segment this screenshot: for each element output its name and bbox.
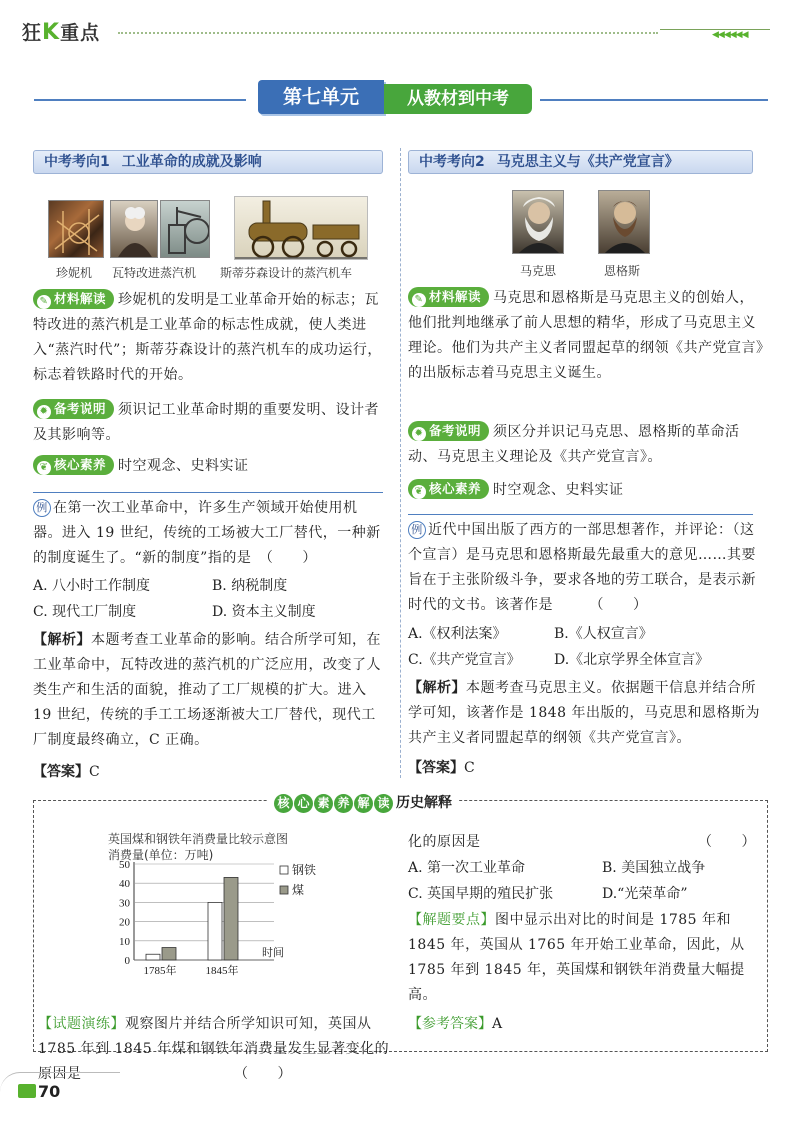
core-option-c: C. 英国早期的殖民扩张 <box>408 886 554 902</box>
x-tick-label: 1785年 <box>143 965 177 977</box>
chart-ylabel: 消费量(单位：万吨) <box>108 848 214 862</box>
bar-煤-1785年 <box>162 948 176 960</box>
lightbulb-icon: ✹ <box>37 405 51 419</box>
right-material: ✎ 材料解读 马克思和恩格斯是马克思主义的创始人，他们批判地继承了前人思想的精华，形成了马克思主义理论。他们为共产主义者同盟起草的纲领《共产党宣言》的出版标志着马克思主义诞生。 <box>408 289 764 381</box>
practice-question-continued: 化的原因是 （ ） <box>408 834 756 850</box>
leaf-icon: ❦ <box>37 461 51 475</box>
right-answer: 【答案】C <box>408 760 475 776</box>
left-analysis: 【解析】本题考查工业革命的影响。结合所学可知，在工业革命中，瓦特改进的蒸汽机的广泛应用，改变了人类生产和生活的面貌，推动了工厂规模的扩大。进入 19 世纪，传统的手工工场逐渐被大工厂替代，现代工厂制度最终确立，C 正确。 <box>33 632 381 748</box>
legend-swatch <box>280 886 288 894</box>
right-prep: ✹ 备考说明 须区分并识记马克思、恩格斯的革命活动、马克思主义理论及《共产党宣言》。 <box>408 423 740 465</box>
left-question: 例 在第一次工业革命中，许多生产领域开始使用机器。进入 19 世纪，传统的工场被大工厂替代，一种新的制度诞生了。“新的制度”指的是 （ ） <box>33 500 381 566</box>
caption-watt: 瓦特改进蒸汽机 <box>112 266 197 280</box>
y-tick-label: 30 <box>119 897 130 910</box>
bar-chart <box>100 856 350 981</box>
legend-swatch <box>280 866 288 874</box>
left-option-d: D. 资本主义制度 <box>212 604 316 620</box>
y-tick-label: 50 <box>119 859 130 871</box>
right-example-rule <box>408 514 753 515</box>
unit-rule-left <box>34 99 246 101</box>
right-option-d: D.《北京学界全体宣言》 <box>554 652 710 668</box>
marx-portrait-image <box>512 190 564 254</box>
right-section-heading: 中考考向2 马克思主义与《共产党宣言》 <box>408 150 753 174</box>
left-example-rule <box>33 492 383 493</box>
column-divider <box>400 148 401 778</box>
core-option-d: D.“光荣革命” <box>602 886 688 902</box>
leaf-icon: ❦ <box>412 485 426 499</box>
right-analysis: 【解析】本题考查马克思主义。依据题干信息并结合所学可知，该著作是 1848 年出版的，马克思和恩格斯为共产主义者同盟起草的纲领《共产党宣言》。 <box>408 680 761 746</box>
prep-tag: ✹ 备考说明 <box>408 421 489 441</box>
core-tag: ❦ 核心素养 <box>408 479 489 499</box>
left-answer: 【答案】C <box>33 764 100 780</box>
unit-subtitle: 从教材到中考 <box>384 84 532 114</box>
left-prep: ✹ 备考说明 须识记工业革命时期的重要发明、设计者及其影响等。 <box>33 401 380 443</box>
y-tick-label: 10 <box>119 935 130 948</box>
x-axis-label: 时间 <box>262 946 284 959</box>
x-tick-label: 1845年 <box>205 965 239 977</box>
core-option-a: A. 第一次工业革命 <box>408 860 526 876</box>
brand-logo: 狂K重点 <box>22 20 101 45</box>
caption-marx: 马克思 <box>520 264 557 278</box>
spinning-jenny-image <box>48 200 104 258</box>
core-literacy-title: 核 心 素 养 解 读 历史解释 <box>268 792 458 814</box>
right-core: ❦ 核心素养 时空观念、史料实证 <box>408 478 768 503</box>
core-reference-answer: 【参考答案】A <box>408 1016 503 1032</box>
example-badge: 例 <box>33 499 51 517</box>
core-key-points: 【解题要点】图中显示出对比的时间是 1785 年和 1845 年，英国从 1765 年开始工业革命，因此，从 1785 年到 1845 年，英国煤和钢铁年消费量大幅提高。 <box>408 912 745 1003</box>
lightbulb-icon: ✹ <box>412 427 426 441</box>
unit-rule-right <box>540 99 768 101</box>
unit-title: 第七单元 <box>258 80 384 114</box>
bar-钢铁-1845年 <box>208 902 222 960</box>
engels-portrait-image <box>598 190 650 254</box>
pencil-icon: ✎ <box>37 295 51 309</box>
left-core: ❦ 核心素养 时空观念、史料实证 <box>33 454 385 479</box>
page-number: 70 <box>18 1082 60 1101</box>
left-option-b: B. 纳税制度 <box>212 578 288 594</box>
material-tag: ✎ 材料解读 <box>33 289 114 309</box>
left-option-c: C. 现代工厂制度 <box>33 604 137 620</box>
right-question: 例 近代中国出版了西方的一部思想著作，并评论：（这个宣言）是马克思和恩格斯最先最重大的意见……其要旨在于主张阶级斗争，要求各地的劳工联合，是表示新时代的文书。该著作是 （ ） <box>408 522 756 613</box>
y-tick-label: 20 <box>119 916 130 929</box>
caption-jenny: 珍妮机 <box>56 266 93 280</box>
left-material: ✎ 材料解读 珍妮机的发明是工业革命开始的标志；瓦特改进的蒸汽机是工业革命的标志性成就，使人类进入“蒸汽时代”；斯蒂芬森设计的蒸汽机车的成功运行，标志着铁路时代的开始。 <box>33 291 382 383</box>
left-option-a: A. 八小时工作制度 <box>33 578 151 594</box>
header-dotted-rule <box>118 32 658 34</box>
prep-tag: ✹ 备考说明 <box>33 399 114 419</box>
right-option-c: C.《共产党宣言》 <box>408 652 521 668</box>
steam-engine-image <box>160 200 210 258</box>
locomotive-image <box>234 196 368 260</box>
book-icon <box>18 1084 36 1098</box>
example-badge: 例 <box>408 521 426 539</box>
pencil-icon: ✎ <box>412 293 426 307</box>
chart-title: 英国煤和钢铁年消费量比较示意图 <box>108 832 289 846</box>
y-tick-label: 40 <box>119 878 130 891</box>
y-tick-label: 0 <box>124 955 130 967</box>
right-option-a: A.《权利法案》 <box>408 626 507 642</box>
practice-question: 【试题演练】观察图片并结合所学知识可知，英国从 1785 年到 1845 年煤和钢铁年消费量发生显著变化的原因是 （ ） <box>38 1016 390 1082</box>
watt-portrait-image <box>110 200 158 258</box>
left-section-heading: 中考考向1 工业革命的成就及影响 <box>33 150 383 174</box>
caption-engels: 恩格斯 <box>604 264 641 278</box>
right-option-b: B.《人权宣言》 <box>554 626 653 642</box>
caption-locomotive: 斯蒂芬森设计的蒸汽机车 <box>220 266 353 280</box>
core-tag: ❦ 核心素养 <box>33 455 114 475</box>
bar-钢铁-1785年 <box>146 954 160 960</box>
core-option-b: B. 美国独立战争 <box>602 860 706 876</box>
legend-label: 煤 <box>292 883 305 897</box>
header-arrows-icon: ◀◀◀◀◀◀ <box>712 30 748 40</box>
bar-煤-1845年 <box>224 877 238 960</box>
legend-label: 钢铁 <box>292 863 317 877</box>
material-tag: ✎ 材料解读 <box>408 287 489 307</box>
